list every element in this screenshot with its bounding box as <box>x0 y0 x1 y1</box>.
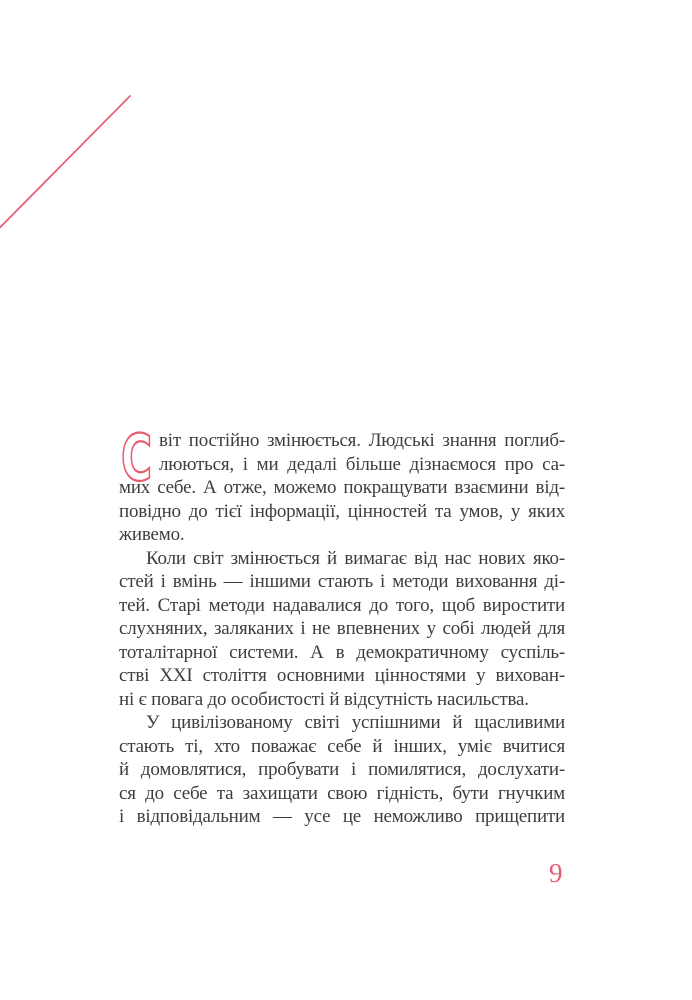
text-line: люються, і ми дедалі більше дізнаємося про са- <box>159 453 565 475</box>
text-line: слухняних, заляканих і не впевнених у собі людей для <box>119 618 565 639</box>
decorative-diagonal-line <box>0 0 140 240</box>
page-number: 9 <box>549 858 563 888</box>
text-line: віт постійно змінюється. Людські знання поглиб- <box>159 430 565 451</box>
paragraph-lines <box>119 711 565 829</box>
drop-cap-graphic <box>119 422 159 496</box>
text-line: стей і вмінь — іншими стають і методи виховання ді- <box>119 571 565 592</box>
paragraph <box>119 711 565 829</box>
drop-cap-letter: С <box>121 422 152 496</box>
text-line: повідно до тієї інформації, цінностей та умов, у яких <box>119 500 565 522</box>
paragraph <box>119 422 565 547</box>
paragraph <box>119 547 565 712</box>
text-line: стві XXI століття основними цінностями у вихован- <box>119 665 565 686</box>
text-line: тей. Старі методи надавалися до того, щоб виростити <box>119 594 565 616</box>
text-line: У цивілізованому світі успішними й щасливими <box>146 712 565 733</box>
text-line: й домовлятися, пробувати і помилятися, дослухати- <box>119 759 565 780</box>
text-line: стають ті, хто поважає себе й інших, уміє вчитися <box>119 735 565 757</box>
text-line: тоталітарної системи. А в демократичному суспіль- <box>119 641 565 663</box>
text-line: ні є повага до особистості й відсутність насильства. <box>119 688 529 710</box>
text-line: мих себе. А отже, можемо покращувати взаємини від- <box>119 477 565 498</box>
text-line: і відповідальним — усе це неможливо прищепити <box>119 806 565 827</box>
text-line: Коли світ змінюється й вимагає від нас нових яко- <box>146 547 565 569</box>
paragraph-lines <box>119 429 565 547</box>
text-line: живемо. <box>119 524 185 545</box>
text-line: ся до себе та захищати свою гідність, бути гнучким <box>119 782 565 804</box>
body-text <box>119 422 565 829</box>
diagonal-line <box>0 96 130 228</box>
paragraph-lines <box>119 547 565 712</box>
drop-cap <box>119 422 159 496</box>
